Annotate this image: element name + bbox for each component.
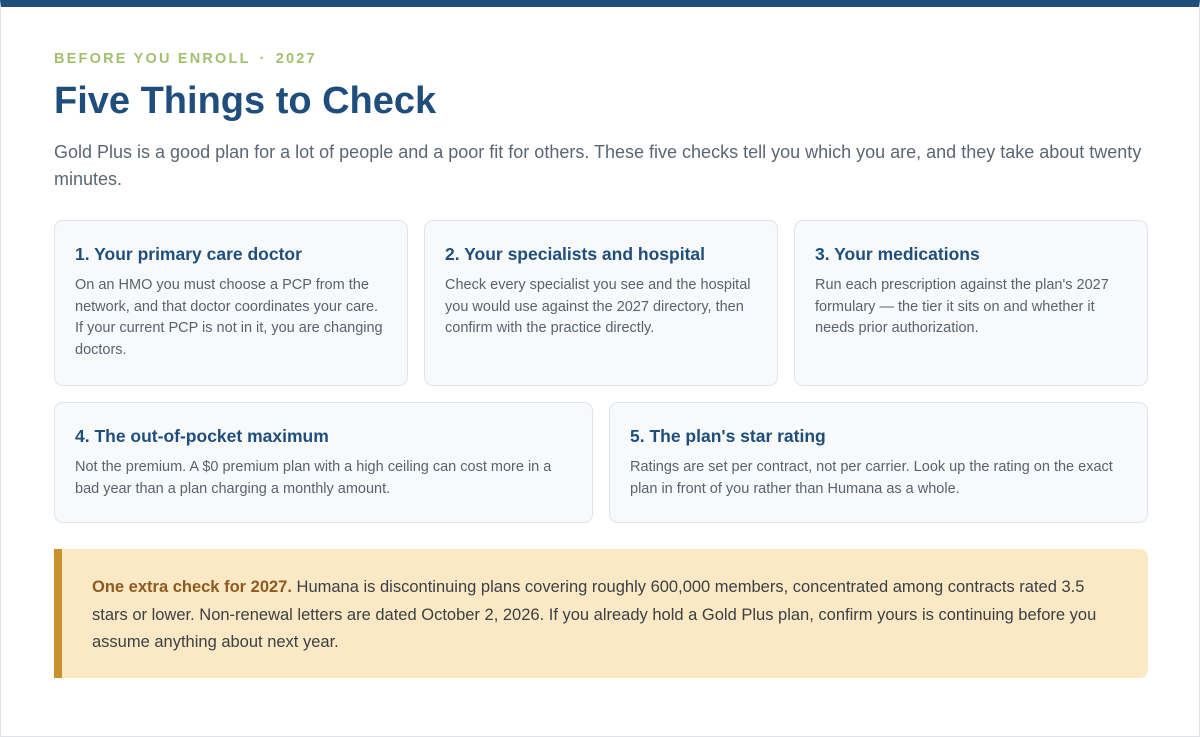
check-card-body: Run each prescription against the plan's 2027 formulary — the tier it sits on and whether it needs prior authorization. <box>815 277 1109 337</box>
eyebrow <box>54 51 317 67</box>
eyebrow-separator: · <box>259 51 267 67</box>
callout-lead: One extra check for 2027. <box>92 578 292 596</box>
check-card-primary-care <box>54 220 408 386</box>
intro-text: Gold Plus is a good plan for a lot of people and a poor fit for others. These five checks tell you which you are, and they take about twenty minutes. <box>54 142 1142 189</box>
check-card-out-of-pocket <box>54 402 593 523</box>
eyebrow-label: BEFORE YOU ENROLL <box>54 51 251 67</box>
eyebrow-year: 2027 <box>275 51 317 67</box>
check-card-title: 1. Your primary care doctor <box>75 244 302 264</box>
check-card-body: Not the premium. A $0 premium plan with a high ceiling can cost more in a bad year than a plan charging a monthly amount. <box>75 459 552 497</box>
check-card-body: Check every specialist you see and the hospital you would use against the 2027 directory, then confirm with the practice directly. <box>445 277 751 337</box>
check-card-star-rating <box>609 402 1148 523</box>
callout-body: Humana is discontinuing plans covering roughly 600,000 members, concentrated among contracts rated 3.5 stars or lower. Non-renewal letters are dated October 2, 2026. If you already hold a Gold Plus plan, confirm yours is continuing before you assume anything about next year. <box>92 578 1097 651</box>
check-card-specialists <box>424 220 778 386</box>
check-card-body: Ratings are set per contract, not per carrier. Look up the rating on the exact plan in front of you rather than Humana as a whole. <box>630 459 1113 497</box>
check-card-medications <box>794 220 1148 386</box>
callout-extra-check <box>54 549 1148 678</box>
check-card-title: 2. Your specialists and hospital <box>445 244 705 264</box>
check-card-title: 5. The plan's star rating <box>630 426 826 446</box>
check-card-title: 3. Your medications <box>815 244 980 264</box>
check-card-body: On an HMO you must choose a PCP from the network, and that doctor coordinates your care. If your current PCP is not in it, you are changing doctors. <box>75 277 383 358</box>
page-title: Five Things to Check <box>54 80 437 122</box>
check-card-title: 4. The out-of-pocket maximum <box>75 426 329 446</box>
